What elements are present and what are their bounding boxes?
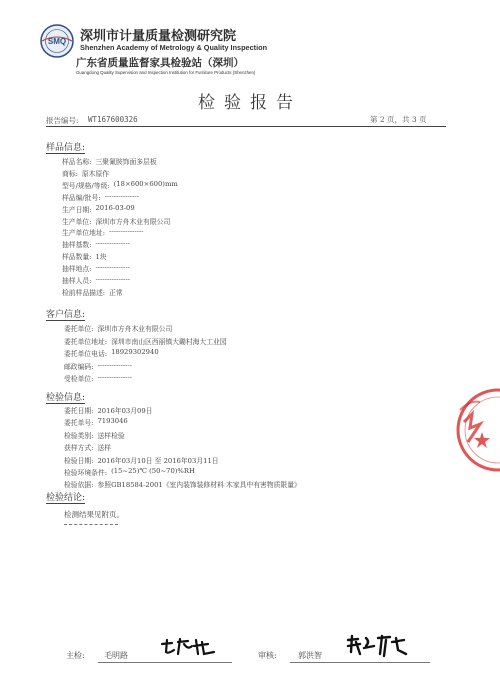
field-label: 委托单号: (64, 419, 94, 428)
smq-logo (40, 24, 74, 58)
field-label: 样品名称: (62, 158, 92, 166)
field-value: 送样检验 (97, 431, 125, 440)
field-value: (15~25)℃ (50~70)%RH (111, 467, 195, 475)
field-label: 受检单位: (64, 375, 94, 384)
field-label: 检验依据: (64, 481, 94, 490)
chief-signature-line (98, 662, 232, 663)
chief-inspector-label: 主检: (66, 651, 85, 660)
field-value: 7193046 (97, 417, 128, 426)
field-value: --------------- (95, 239, 130, 248)
field-value: 深圳市南山区西丽镇大磡村海大工业园 (111, 337, 227, 346)
field-value: --------------- (97, 373, 132, 382)
reviewer-name: 郭洪智 (298, 651, 322, 660)
field-value: (18×600×600)mm (113, 179, 178, 188)
logo-text: SMQ (47, 37, 67, 46)
station-name-cn: 广东省质量监督家具检验站（深圳） (76, 57, 244, 69)
field-label: 生产单位地址: (62, 229, 106, 238)
field-value: 2016年03月09日 (97, 407, 153, 415)
section-inspection-info (46, 390, 85, 403)
field-label: 检验类别: (64, 431, 94, 440)
field-value: 三聚氰胺饰面多层板 (95, 158, 157, 166)
section-title: 客户信息: (46, 310, 86, 320)
field-label: 检前样品描述: (62, 288, 106, 297)
field-label: 检验日期: (64, 456, 94, 465)
org-name-en: Shenzhen Academy of Metrology & Quality Inspection (80, 43, 268, 52)
section-title: 检验结论: (46, 493, 86, 503)
field-value: 送样 (97, 444, 112, 453)
section-sample-info (46, 140, 85, 153)
section-title: 样品信息: (46, 143, 86, 153)
field-label: 商标: (62, 169, 78, 178)
org-name-cn: 深圳市计量质量检测研究院 (80, 29, 237, 44)
field-label: 型号/规格/等级: (62, 181, 110, 190)
report-title: 检验报告 (198, 93, 302, 113)
field-label: 抽样人员: (62, 277, 92, 285)
field-value: 原木原作 (81, 169, 110, 178)
field-value: 正常 (109, 288, 123, 297)
chief-inspector-name: 毛明路 (104, 651, 128, 660)
field-value: --------------- (95, 275, 130, 283)
field-label: 生产单位: (62, 217, 92, 226)
header-divider (46, 126, 446, 127)
field-value: --------------- (104, 191, 140, 200)
field-label: 委托日期: (64, 407, 94, 415)
section-title: 检验信息: (46, 393, 86, 403)
field-label: 生产日期: (62, 205, 92, 214)
field-label: 委托单位: (64, 325, 94, 333)
field-value: 参照GB18584-2001《室内装饰装修材料 木家具中有害物质限量》 (97, 481, 301, 490)
field-value: 深圳市方舟木业有限公司 (95, 217, 171, 226)
field-value: 2016年03月10日 至 2016年03月11日 (97, 456, 219, 465)
report-no-label: 报告编号: (46, 116, 79, 125)
field-label: 邮政编码: (64, 362, 94, 371)
field-label: 样品编/批号: (62, 193, 101, 202)
field-label: 抽样地点: (62, 265, 92, 274)
field-label: 抽样基数: (62, 241, 92, 250)
field-value: --------------- (97, 360, 132, 369)
station-name-en: Guangdong Quality Supervision and Inspection Institution for Furniture Products (Shenzhen) (76, 70, 256, 75)
field-value: 1块 (95, 253, 107, 262)
field-label: 委托单位地址: (64, 337, 108, 346)
reviewer-signature-line (290, 662, 430, 663)
section-client-info (46, 307, 85, 320)
field-value: 2016-03-09 (95, 203, 135, 212)
conclusion-text: 检测结果见附页。 (64, 510, 124, 519)
field-value: --------------- (109, 227, 144, 236)
inspection-stamp (450, 380, 500, 480)
page-info: 第 2 页，共 3 页 (370, 115, 427, 124)
field-value: 深圳市方舟木业有限公司 (97, 325, 173, 333)
field-label: 委托单位电话: (64, 350, 108, 359)
field-label: 检验环境条件: (64, 469, 108, 477)
field-value: --------------- (95, 263, 130, 272)
field-label: 样品数量: (62, 253, 92, 262)
field-label: 获样方式: (64, 444, 94, 453)
field-value: 18929302940 (111, 348, 159, 357)
section-conclusion (46, 490, 85, 503)
chief-signature (158, 636, 222, 662)
reviewer-signature (344, 634, 410, 662)
conclusion-underline (64, 524, 118, 525)
report-no: WT167600326 (88, 115, 138, 124)
reviewer-label: 审核: (258, 651, 277, 660)
